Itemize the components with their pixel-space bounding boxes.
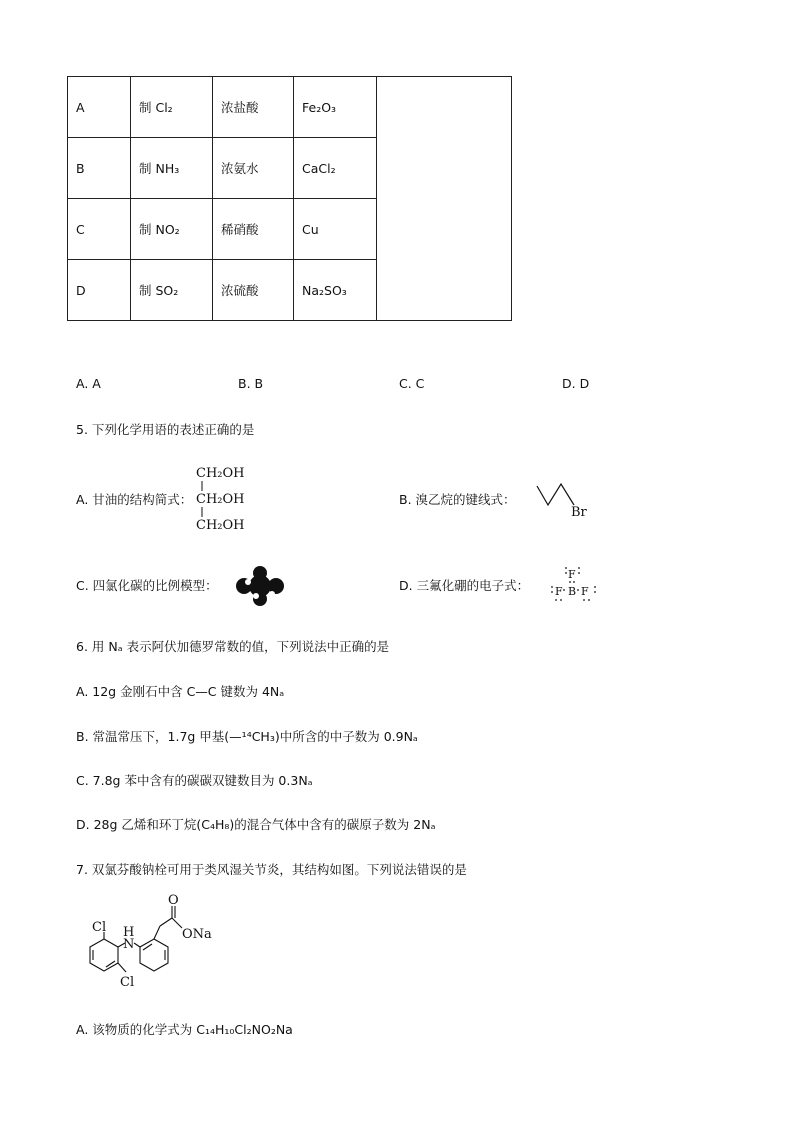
row-solid: CaCl₂ xyxy=(294,138,377,199)
q5-option-b-label[interactable]: B. 溴乙烷的键线式： xyxy=(399,492,516,507)
table-row xyxy=(68,77,512,138)
glycerol-line-1: CH₂OH xyxy=(196,466,245,481)
br-atom: Br xyxy=(571,505,587,520)
row-label: A xyxy=(68,77,131,138)
row-liquid: 浓氨水 xyxy=(213,138,294,199)
bf3-left-f: F xyxy=(555,585,563,598)
bf3-top-f: F xyxy=(568,568,576,581)
bf3-electron-dot xyxy=(548,564,600,606)
glycerol-structure xyxy=(190,460,260,538)
row-liquid: 浓硫酸 xyxy=(213,260,294,321)
q4-option-b[interactable]: B. B xyxy=(238,376,264,391)
q4-option-d[interactable]: D. D xyxy=(562,376,590,391)
bf3-boron: B xyxy=(568,585,577,598)
amine-h: H xyxy=(123,925,135,940)
q4-option-a[interactable]: A. A xyxy=(76,376,101,391)
q6-option-c[interactable]: C. 7.8g 苯中含有的碳碳双键数目为 0.3Nₐ xyxy=(76,773,313,788)
row-label: D xyxy=(68,260,131,321)
reagent-table xyxy=(67,76,512,321)
row-solid: Na₂SO₃ xyxy=(294,260,377,321)
q6-option-a[interactable]: A. 12g 金刚石中含 C—C 键数为 4Nₐ xyxy=(76,684,285,699)
bromoethane-skeletal xyxy=(532,480,594,522)
q5-option-a-label[interactable]: A. 甘油的结构简式： xyxy=(76,492,193,507)
row-label: C xyxy=(68,199,131,260)
row-liquid: 浓盐酸 xyxy=(213,77,294,138)
amine-n: N xyxy=(123,937,135,952)
q5-option-c-label[interactable]: C. 四氯化碳的比例模型： xyxy=(76,578,218,593)
q7-option-a[interactable]: A. 该物质的化学式为 C₁₄H₁₀Cl₂NO₂Na xyxy=(76,1022,293,1037)
glycerol-line-3: CH₂OH xyxy=(196,518,245,533)
q6-stem: 6. 用 Nₐ 表示阿伏加德罗常数的值，下列说法中正确的是 xyxy=(76,639,390,654)
row-label: B xyxy=(68,138,131,199)
row-solid: Cu xyxy=(294,199,377,260)
ona-group: ONa xyxy=(182,927,212,942)
q5-option-d-label[interactable]: D. 三氟化硼的电子式： xyxy=(399,578,530,593)
apparatus-cell xyxy=(377,77,512,321)
diclofenac-structure xyxy=(74,892,224,994)
row-purpose: 制 NO₂ xyxy=(131,199,213,260)
row-purpose: 制 Cl₂ xyxy=(131,77,213,138)
ccl4-spacefill-model xyxy=(234,566,286,606)
q6-option-d[interactable]: D. 28g 乙烯和环丁烷(C₄H₈)的混合气体中含有的碳原子数为 2Nₐ xyxy=(76,817,436,832)
row-solid: Fe₂O₃ xyxy=(294,77,377,138)
row-purpose: 制 NH₃ xyxy=(131,138,213,199)
row-purpose: 制 SO₂ xyxy=(131,260,213,321)
carbonyl-o: O xyxy=(168,893,179,908)
cl-top: Cl xyxy=(92,920,107,935)
q6-option-b[interactable]: B. 常温常压下，1.7g 甲基(—¹⁴CH₃)中所含的中子数为 0.9Nₐ xyxy=(76,729,418,744)
glycerol-mid: CH₂OH xyxy=(196,492,245,507)
bf3-right-f: F xyxy=(581,585,589,598)
cl-bottom: Cl xyxy=(120,975,135,990)
q4-option-c[interactable]: C. C xyxy=(399,376,425,391)
q7-stem: 7. 双氯芬酸钠栓可用于类风湿关节炎，其结构如图。下列说法错误的是 xyxy=(76,862,467,877)
row-liquid: 稀硝酸 xyxy=(213,199,294,260)
q5-stem: 5. 下列化学用语的表述正确的是 xyxy=(76,422,255,437)
